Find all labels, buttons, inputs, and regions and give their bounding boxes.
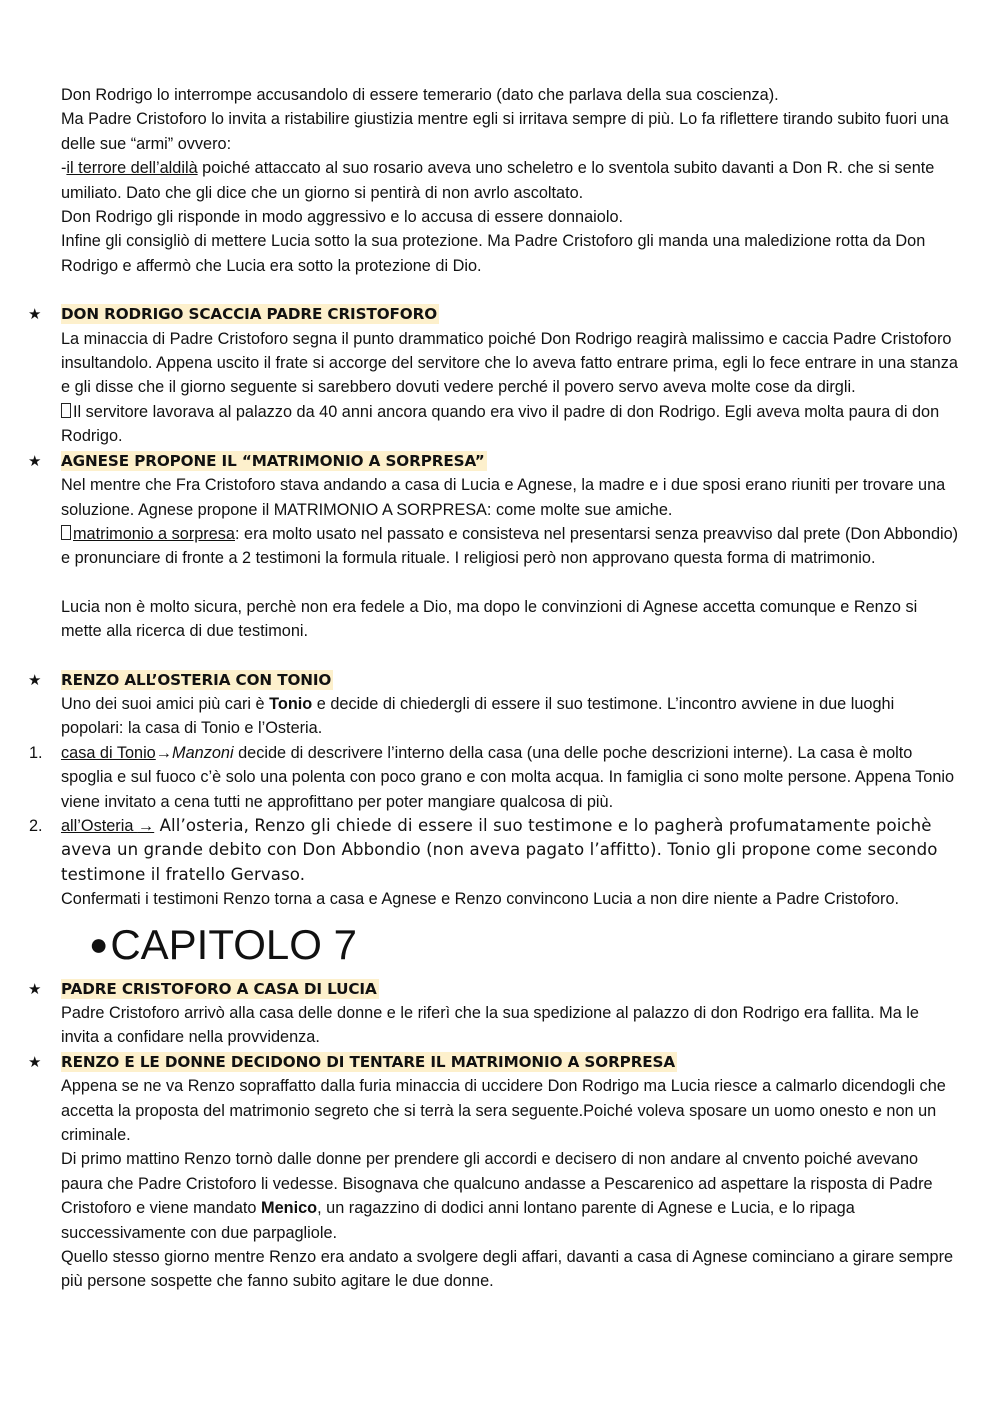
bold-name: Menico bbox=[261, 1199, 318, 1218]
star-bullet-icon: ★ bbox=[28, 979, 42, 998]
paragraph-text: Il servitore lavorava al palazzo da 40 anni ancora quando era vivo il padre di don Rodrigo. Egli aveva molta paura di don Rodrigo. bbox=[61, 402, 940, 446]
paragraph: Don Rodrigo gli risponde in modo aggressivo e lo accusa di essere donnaiolo. bbox=[61, 208, 624, 227]
section-body bbox=[61, 887, 961, 911]
heading-text: PADRE CRISTOFORO A CASA DI LUCIA bbox=[61, 979, 377, 998]
underlined-term: all’Osteria bbox=[61, 816, 138, 835]
italic-term: Manzoni bbox=[172, 743, 234, 762]
paragraph: Padre Cristoforo arrivò alla casa delle donne e le riferì che la sua spedizione al palazzo di don Rodrigo era fallita. Ma le invita a confidare nella provvidenza. bbox=[61, 1004, 919, 1047]
bullet-dot-icon: ● bbox=[89, 925, 109, 962]
paragraph-text: Uno dei suoi amici più cari è bbox=[61, 694, 270, 713]
spacer bbox=[0, 644, 1000, 668]
intro-block bbox=[61, 83, 961, 278]
paragraph-text: Di primo mattino Renzo tornò dalle donne per prendere gli accordi e decisero di non andare al cnvento poiché avevano paura che Padre Cristoforo li vedesse. Bisognava che qualcuno andasse a Pescarenico ad aspettare la risposta di Padre Cristoforo e viene mandato bbox=[61, 1150, 933, 1218]
paragraph bbox=[61, 1147, 961, 1245]
missing-glyph-icon bbox=[61, 403, 71, 418]
paragraph: Don Rodrigo lo interrompe accusandolo di essere temerario (dato che parlava della sua coscienza). bbox=[61, 86, 779, 104]
list-number: 1. bbox=[29, 743, 43, 762]
heading-text: RENZO E LE DONNE DECIDONO DI TENTARE IL MATRIMONIO A SORPRESA bbox=[61, 1052, 676, 1071]
star-bullet-icon: ★ bbox=[28, 305, 42, 324]
paragraph: Quello stesso giorno mentre Renzo era andato a svolgere degli affari, davanti a casa di Agnese cominciano a girare sempre più persone sospette che fanno subito agitare le due donne. bbox=[61, 1248, 954, 1291]
paragraph: Nel mentre che Fra Cristoforo stava andando a casa di Lucia e Agnese, la madre e i due sposi erano riuniti per trovare una soluzione. Agnese propone il MATRIMONIO A SORPRESA: come molte sue amiche. bbox=[61, 476, 946, 519]
underlined-term: casa di Tonio bbox=[61, 743, 156, 762]
section-body bbox=[61, 1074, 961, 1294]
paragraph-text: decide di descrivere l’interno della casa (una delle poche descrizioni interne). La casa è molto spoglia e sul fuoco c’è solo una polenta con poco grano e con molta acqua. In famiglia ci sono molte persone. Appena Tonio viene invitato a cena tutti ne approfittano per poter mangiare qualcosa di più. bbox=[61, 743, 955, 811]
section-heading bbox=[28, 449, 961, 473]
section-body bbox=[61, 327, 961, 449]
section-heading bbox=[28, 668, 961, 692]
paragraph: La minaccia di Padre Cristoforo segna il punto drammatico poiché Don Rodrigo reagirà malissimo e caccia Padre Cristoforo insultandolo. Appena uscito il frate si accorge del servitore che lo aveva fatto entrare prima, egli lo fece entrare in una stanza e gli disse che il giorno seguente si sarebbero dovuti vedere perché il povero servo aveva molte cose da dirgli. bbox=[61, 329, 958, 397]
paragraph: Infine gli consigliò di mettere Lucia sotto la sua protezione. Ma Padre Cristoforo gli manda una maledizione rotta da Don Rodrigo e affermò che Lucia era sotto la protezione di Dio. bbox=[61, 232, 926, 275]
star-bullet-icon: ★ bbox=[28, 451, 42, 470]
paragraph bbox=[61, 692, 961, 741]
star-bullet-icon: ★ bbox=[28, 1052, 42, 1071]
chapter-title-text: CAPITOLO 7 bbox=[110, 920, 357, 968]
paragraph-text: All’osteria, Renzo gli chiede di essere il suo testimone e lo pagherà profumatamente poichè aveva un grande debito con Don Abbondio (non aveva pagato l’affitto). Tonio gli propone come secondo testimone il fratello Gervaso. bbox=[61, 815, 938, 884]
paragraph: Confermati i testimoni Renzo torna a casa e Agnese e Renzo convincono Lucia a non dire niente a Padre Cristoforo. bbox=[61, 890, 900, 909]
paragraph: Ma Padre Cristoforo lo invita a ristabilire giustizia mentre egli si irritava sempre di più. Lo fa riflettere tirando subito fuori una delle sue “armi” ovvero: bbox=[61, 110, 949, 153]
paragraph-text: : era molto usato nel passato e consisteva nel presentarsi senza preavviso dal prete (Don Abbondio) e pronunciare di fronte a 2 testimoni la formula rituale. I religiosi però non approvano questa forma di matrimonio. bbox=[61, 524, 959, 568]
spacer bbox=[0, 278, 1000, 302]
paragraph bbox=[61, 156, 961, 205]
paragraph bbox=[61, 522, 961, 571]
arrow-icon: → bbox=[137, 816, 155, 835]
section-heading bbox=[28, 1050, 961, 1074]
document-page bbox=[0, 83, 1000, 1294]
paragraph: Lucia non è molto sicura, perchè non era fedele a Dio, ma dopo le convinzioni di Agnese accetta comunque e Renzo si mette alla ricerca di due testimoni. bbox=[61, 597, 918, 641]
list-item bbox=[29, 741, 961, 814]
heading-text: DON RODRIGO SCACCIA PADRE CRISTOFORO bbox=[61, 305, 438, 324]
section-body bbox=[61, 692, 961, 741]
bold-name: Tonio bbox=[269, 694, 313, 713]
paragraph-text: poiché attaccato al suo rosario aveva uno scheletro e lo sventola subito davanti a Don R. che si sente umiliato. Dato che gli dice che un giorno si pentirà di non avrlo ascoltato. bbox=[61, 159, 935, 202]
list-number: 2. bbox=[29, 816, 43, 835]
arrow-icon: → bbox=[155, 743, 173, 762]
heading-text: AGNESE PROPONE IL “MATRIMONIO A SORPRESA” bbox=[61, 451, 485, 470]
section-heading bbox=[28, 977, 961, 1001]
paragraph-text: , un ragazzino di dodici anni lontano parente di Agnese e Lucia, e lo ripaga successivamente con due parpagliole. bbox=[61, 1199, 855, 1242]
spacer bbox=[61, 571, 961, 595]
list-item bbox=[29, 814, 961, 887]
missing-glyph-icon bbox=[61, 525, 71, 540]
paragraph-text: e decide di chiedergli di essere il suo testimone. L’incontro avviene in due luoghi popolari: la casa di Tonio e l’Osteria. bbox=[61, 694, 895, 738]
heading-text: RENZO ALL’OSTERIA CON TONIO bbox=[61, 670, 332, 689]
paragraph bbox=[61, 400, 961, 449]
section-heading bbox=[28, 302, 961, 326]
paragraph: Appena se ne va Renzo sopraffatto dalla furia minaccia di uccidere Don Rodrigo ma Lucia riesce a calmarlo dicendogli che accetta la proposta del matrimonio segreto che si terrà la sera seguente.Poiché voleva sposare un uomo onesto e non un criminale. bbox=[61, 1077, 946, 1145]
paragraph bbox=[61, 814, 961, 887]
star-bullet-icon: ★ bbox=[28, 670, 42, 689]
chapter-title bbox=[89, 918, 1000, 971]
underlined-term: il terrore dell’aldilà bbox=[66, 159, 198, 178]
paragraph bbox=[61, 741, 961, 814]
dash: - bbox=[61, 159, 67, 178]
underlined-term: matrimonio a sorpresa bbox=[73, 524, 235, 543]
section-body bbox=[61, 1001, 961, 1050]
section-body bbox=[61, 473, 961, 643]
